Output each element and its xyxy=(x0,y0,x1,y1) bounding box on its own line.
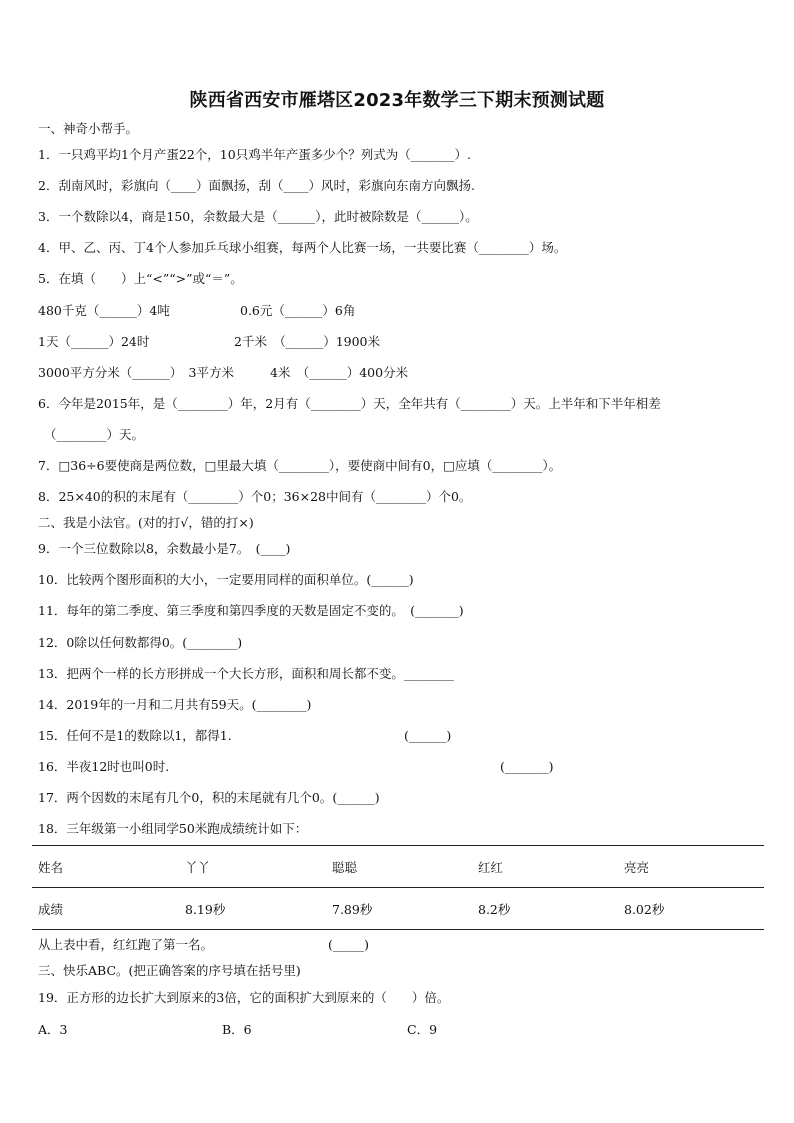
q5-row-a: 480千克（______）4吨 xyxy=(38,303,170,318)
q5-row-a: 1天（______）24时 xyxy=(38,334,150,349)
table-cell: 8.2秒 xyxy=(478,902,511,917)
table-mid-rule xyxy=(32,887,764,888)
answer-blank: (_______) xyxy=(500,759,554,774)
table-header-cell: 丫丫 xyxy=(185,860,211,875)
question-13: 13．把两个一样的长方形拼成一个大长方形，面积和周长都不变。________ xyxy=(38,666,454,681)
question-14: 14．2019年的一月和二月共有59天。(________) xyxy=(38,697,312,712)
table-header-cell: 亮亮 xyxy=(624,860,650,875)
question-18: 18．三年级第一小组同学50米跑成绩统计如下： xyxy=(38,821,308,836)
q5-row-b: 0.6元（______）6角 xyxy=(240,303,356,318)
q5-row-b: 4米 （______）400分米 xyxy=(270,365,409,380)
table-header-cell: 红红 xyxy=(478,860,504,875)
section-heading: 三、快乐ABC。(把正确答案的序号填在括号里) xyxy=(38,963,301,978)
question-8: 8．25×40的积的末尾有（________）个0；36×28中间有（________）个0。 xyxy=(38,489,472,504)
option-a: A．3 xyxy=(38,1022,68,1037)
option-b: B．6 xyxy=(222,1022,252,1037)
page-title: 陕西省西安市雁塔区2023年数学三下期末预测试题 xyxy=(189,90,605,111)
question-9: 9．一个三位数除以8，余数最小是7。 (____) xyxy=(38,541,291,556)
q5-row-b: 2千米 （______）1900米 xyxy=(234,334,381,349)
question-16: 16．半夜12时也叫0时. xyxy=(38,759,170,774)
question-3: 3．一个数除以4，商是150，余数最大是（______），此时被除数是（______）。 xyxy=(38,209,478,224)
question-15: 15．任何不是1的数除以1，都得1. xyxy=(38,728,232,743)
table-cell: 8.02秒 xyxy=(624,902,665,917)
question-11: 11．每年的第二季度、第三季度和第四季度的天数是固定不变的。 (_______) xyxy=(38,603,464,618)
question-1: 1．一只鸡平均1个月产蛋22个，10只鸡半年产蛋多少个？列式为（_______）. xyxy=(38,147,471,162)
question-7: 7．□36÷6要使商是两位数，□里最大填（________），要使商中间有0，□应填（________）。 xyxy=(38,458,562,473)
answer-blank: (_____) xyxy=(328,937,370,952)
question-2: 2．刮南风时，彩旗向（____）面飘扬，刮（____）风时，彩旗向东南方向飘扬. xyxy=(38,178,475,193)
table-header-cell: 姓名 xyxy=(38,860,64,875)
option-c: C．9 xyxy=(407,1022,438,1037)
section-heading: 二、我是小法官。(对的打√，错的打×) xyxy=(38,515,254,530)
table-top-rule xyxy=(32,845,764,846)
table-cell: 成绩 xyxy=(38,902,64,917)
question-6-cont: （________）天。 xyxy=(44,427,145,442)
question-5: 5．在填（ ）上“<”“>”或“＝”。 xyxy=(38,271,243,286)
question-10: 10．比较两个图形面积的大小，一定要用同样的面积单位。(______) xyxy=(38,572,414,587)
question-6: 6．今年是2015年，是（________）年，2月有（________）天，全年共有（________）天。上半年和下半年相差 xyxy=(38,396,661,411)
q5-row-a: 3000平方分米（______） 3平方米 xyxy=(38,365,235,380)
table-header-cell: 聪聪 xyxy=(332,860,358,875)
table-cell: 8.19秒 xyxy=(185,902,226,917)
table-bottom-rule xyxy=(32,929,764,930)
table-cell: 7.89秒 xyxy=(332,902,373,917)
answer-blank: (______) xyxy=(404,728,452,743)
question-4: 4．甲、乙、丙、丁4个人参加乒乓球小组赛，每两个人比赛一场，一共要比赛（________）场。 xyxy=(38,240,567,255)
question-18-judge: 从上表中看，红红跑了第一名。 xyxy=(38,937,214,952)
question-19: 19．正方形的边长扩大到原来的3倍，它的面积扩大到原来的（ ）倍。 xyxy=(38,990,450,1005)
question-17: 17．两个因数的末尾有几个0，积的末尾就有几个0。(______) xyxy=(38,790,380,805)
section-heading: 一、神奇小帮手。 xyxy=(38,121,139,136)
question-12: 12．0除以任何数都得0。(________) xyxy=(38,635,243,650)
